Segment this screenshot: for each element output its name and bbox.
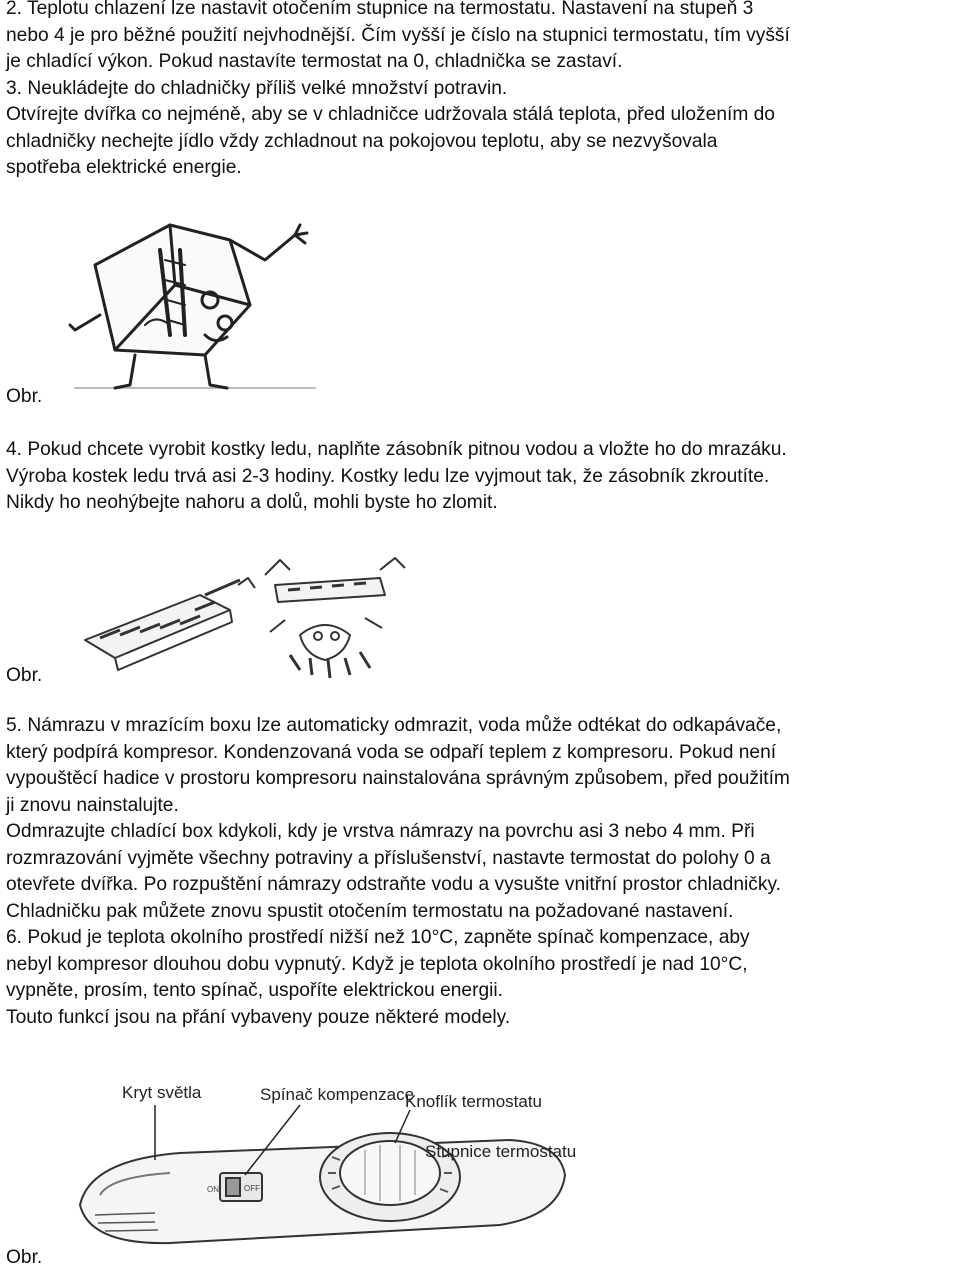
text-line: 5. Námrazu v mrazícím boxu lze automaticky odmrazit, voda může odtékat do odkapávače, (6, 715, 782, 736)
switch-label-on: ON (207, 1185, 219, 1194)
text-line: Výroba kostek ledu trvá asi 2-3 hodiny. Kostky ledu lze vyjmout tak, že zásobník zkroutíte. (6, 465, 770, 487)
label-thermostat-scale: Stupnice termostatu (425, 1142, 577, 1161)
figure-label: Obr. (6, 1247, 43, 1268)
figure-ice-tray (60, 540, 415, 685)
text-line: nebo 4 je pro běžné použití nejvhodnější. Čím vyšší je číslo na stupnici termostatu, tím vyšší (6, 24, 790, 46)
paragraph-thermostat (6, 0, 958, 182)
text-line: Odmrazujte chladící box kdykoli, kdy je vrstva námrazy na povrchu asi 3 nebo 4 mm. Při (6, 821, 755, 842)
paragraph-ice-cubes (6, 437, 958, 517)
text-line: nebyl kompresor dlouhou dobu vypnutý. Když je teplota okolního prostředí je nad 10°C, (6, 953, 748, 975)
figure-control-panel (60, 1065, 580, 1255)
label-compensation-switch: Spínač kompenzace (260, 1085, 415, 1104)
text-line: je chladící výkon. Pokud nastavíte termostat na 0, chladnička se zastaví. (6, 51, 623, 72)
figure-label: Obr. (6, 386, 43, 407)
text-line: vypněte, prosím, tento spínač, uspoříte elektrickou energii. (6, 980, 504, 1001)
text-line: 3. Neukládejte do chladničky příliš velké množství potravin. (6, 77, 508, 99)
text-line: který podpírá kompresor. Kondenzovaná voda se odpaří teplem z kompresoru. Pokud není (6, 741, 777, 763)
text-line: Otvírejte dvířka co nejméně, aby se v chladničce udržovala stálá teplota, před uložením do (6, 104, 775, 125)
text-line: Nikdy ho neohýbejte nahoru a dolů, mohli byste ho zlomit. (6, 492, 498, 513)
label-light-cover: Kryt světla (122, 1083, 202, 1102)
text-line: spotřeba elektrické energie. (6, 157, 242, 178)
text-line: ji znovu nainstalujte. (6, 794, 179, 816)
label-thermostat-knob: Knoflík termostatu (405, 1092, 543, 1111)
figure-label: Obr. (6, 665, 43, 686)
text-line: Chladničku pak můžete znovu spustit otočením termostatu na požadované nastavení. (6, 900, 734, 922)
switch-label-off: OFF (244, 1184, 260, 1193)
text-line: Touto funkcí jsou na přání vybaveny pouze některé modely. (6, 1006, 511, 1028)
text-line: 6. Pokud je teplota okolního prostředí nižší než 10°C, zapněte spínač kompenzace, aby (6, 927, 750, 948)
text-line: 4. Pokud chcete vyrobit kostky ledu, naplňte zásobník pitnou vodou a vložte ho do mrazáku. (6, 439, 787, 460)
figure-fridge-cartoon (55, 205, 320, 400)
text-line: vypouštěcí hadice v prostoru kompresoru nainstalována správným způsobem, před použitím (6, 768, 790, 789)
text-line: 2. Teplotu chlazení lze nastavit otočením stupnice na termostatu. Nastavení na stupeň 3 (6, 0, 754, 19)
text-line: otevřete dvířka. Po rozpuštění námrazy odstraňte vodu a vysušte vnitřní prostor chladničky. (6, 874, 781, 895)
text-line: chladničky nechejte jídlo vždy zchladnout na pokojovou teplotu, aby se nezvyšovala (6, 130, 718, 152)
text-line: rozmrazování vyjměte všechny potraviny a příslušenství, nastavte termostat do polohy 0 a (6, 847, 771, 869)
paragraph-defrost (6, 713, 958, 1031)
